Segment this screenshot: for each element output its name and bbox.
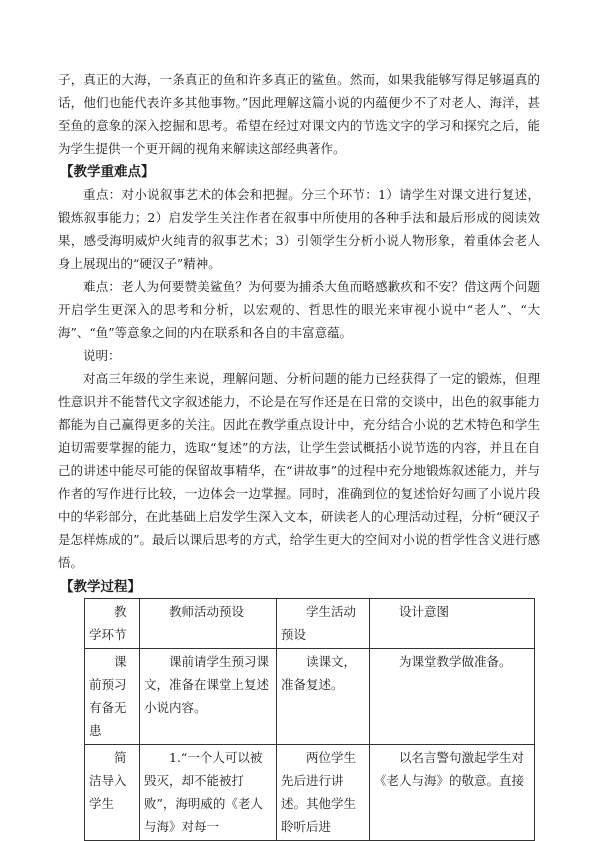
document-content [58,68,540,841]
table-header-cell: 教学环节 [85,599,140,649]
section-heading-process: 【教学过程】 [60,579,141,595]
teaching-process-table [84,598,535,841]
table-header-cell: 学生活动预设 [277,599,370,649]
table-row [85,745,535,841]
intro-paragraph: 子，真正的大海，一条真正的鱼和许多真正的鲨鱼。然而，如果我能够写得足够逼真的话，他们也能代表许多其他事物。”因此理解这篇小说的内蕴便少不了对老人、海洋，甚至鱼的意象的深入挖掘和思考。希望在经过对课文内的节选文字的学习和探究之后，能为学生提供一个更开阔的视角来解读这部经典著作。 [58,72,540,156]
table-header-row [85,599,535,649]
table-header-cell: 教师活动预设 [140,599,277,649]
table-header-cell: 设计意图 [370,599,535,649]
table-cell: 读课文，准备复述。 [277,649,370,745]
section-heading-key-points: 【教学重难点】 [60,164,155,180]
table-cell: 为课堂教学做准备。 [370,649,535,745]
table-cell: 1.“一个人可以被毁灭，却不能被打败”，海明威的《老人与海》对每一 [140,745,277,841]
table-cell: 两位学生先后进行讲述。其他学生聆听后进 [277,745,370,841]
key-point-paragraph: 重点：对小说叙事艺术的体会和把握。分三个环节：1）请学生对课文进行复述，锻炼叙事能力；2）启发学生关注作者在叙事中所使用的各种手法和最后形成的阅读效果，感受海明威炉火纯青的叙事艺术；3）引领学生分析小说人物形象，着重体会老人身上展现出的“硬汉子”精神。 [58,187,540,271]
table-cell: 课前预习 有备无患 [85,649,140,745]
note-label: 说明： [83,348,121,363]
table-cell: 简洁导入 学生 [85,745,140,841]
table-cell: 以名言警句激起学生对《老人与海》的敬意。直接 [370,745,535,841]
table-cell: 课前请学生预习课文，准备在课堂上复述小说内容。 [140,649,277,745]
note-paragraph: 对高三年级的学生来说，理解问题、分析问题的能力已经获得了一定的锻炼，但理性意识并不能替代文字叙述能力，不论是在写作还是在日常的交谈中，出色的叙事能力都能为自己赢得更多的关注。因此在教学重点设计中，充分结合小说的艺术特色和学生迫切需要掌握的能力，选取“复述”的方法，让学生尝试概括小说节选的内容，并且在自己的讲述中能尽可能的保留故事精华，在“讲故事”的过程中充分地锻炼叙述能力，并与作者的写作进行比较，一边体会一边掌握。同时，准确到位的复述恰好勾画了小说片段中的华彩部分，在此基础上启发学生深入文本，研读老人的心理活动过程，分析“硬汉子是怎样炼成的”。最后以课后思考的方式，给学生更大的空间对小说的哲学性含义进行感悟。 [58,371,540,570]
table-row [85,649,535,745]
difficult-point-paragraph: 难点：老人为何要赞美鲨鱼？为何要为捕杀大鱼而略感歉疚和不安？借这两个问题开启学生更深入的思考和分析，以宏观的、哲思性的眼光来审视小说中“老人”、“大海”、“鱼”等意象之间的内在联系和各自的丰富意蕴。 [58,279,540,340]
